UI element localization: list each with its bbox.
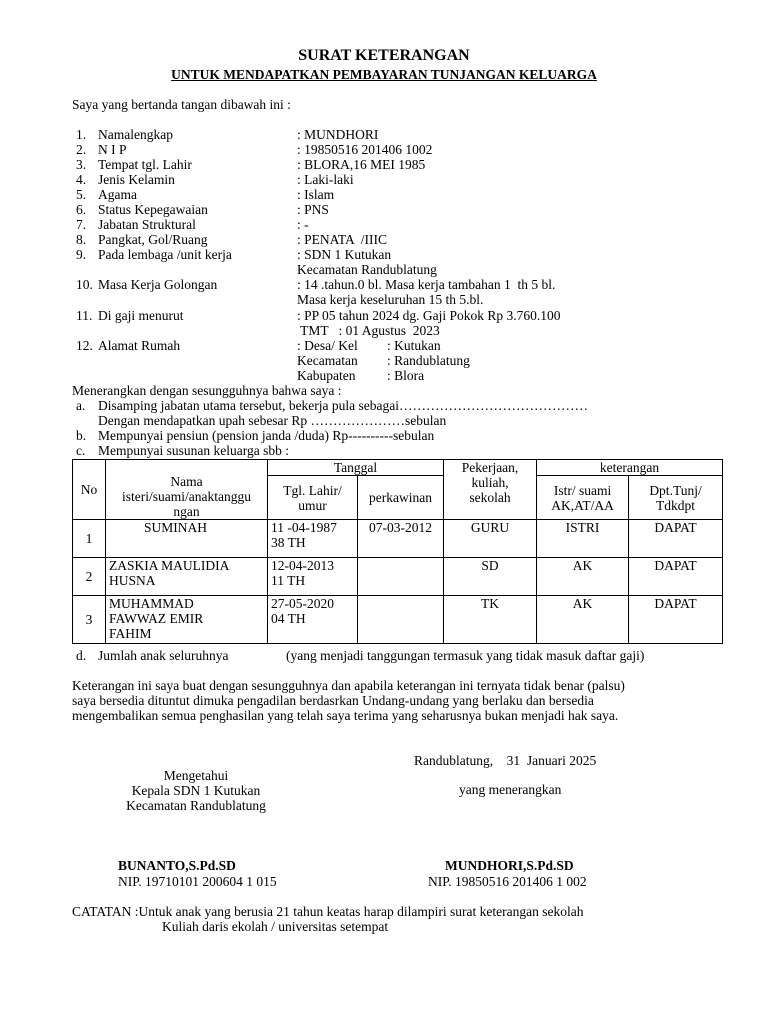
- left-sign-line: Mengetahui: [163, 768, 229, 783]
- field-value-continued: Kecamatan Randublatung: [297, 262, 437, 277]
- field-label: Jabatan Struktural: [98, 217, 196, 232]
- cell-pekerjaan: SD: [444, 558, 537, 596]
- note-line: CATATAN :Untuk anak yang berusia 21 tahun keatas harap dilampiri surat keterangan sekolah: [72, 904, 584, 919]
- right-signer-nip: NIP. 19850516 201406 1 002: [428, 874, 587, 889]
- family-table: [72, 459, 723, 644]
- field-number: 10.: [76, 277, 93, 292]
- cell-tunjangan: DAPAT: [629, 558, 723, 596]
- row-number: 2: [73, 558, 106, 596]
- closing-line: saya bersedia dituntut dimuka pengadilan berdasrkan Undang-undang yang berlaku dan bersedia: [72, 693, 594, 708]
- column-header-istr-suami: Istr/ suami AK,AT/AA: [537, 476, 629, 520]
- table-row: [73, 520, 723, 558]
- field-label: Tempat tgl. Lahir: [98, 157, 192, 172]
- field-number: 1.: [76, 127, 87, 142]
- column-header-pekerjaan: Pekerjaan, kuliah, sekolah: [444, 460, 537, 520]
- item-letter: d.: [76, 648, 87, 663]
- cell-perkawinan: [358, 558, 444, 596]
- field-label: N I P: [98, 142, 127, 157]
- address-value: : Blora: [387, 368, 425, 383]
- field-value: : Laki-laki: [297, 172, 354, 187]
- note-line: Kuliah daris ekolah / universitas setempat: [162, 919, 389, 934]
- field-value: : -: [297, 217, 309, 232]
- left-signer-nip: NIP. 19710101 200604 1 015: [118, 874, 277, 889]
- column-header-keterangan: keterangan: [537, 460, 723, 476]
- cell-status: ISTRI: [537, 520, 629, 558]
- field-number: 8.: [76, 232, 87, 247]
- field-label: Masa Kerja Golongan: [98, 277, 218, 292]
- item-d-note: (yang menjadi tanggungan termasuk yang tidak masuk daftar gaji): [286, 648, 645, 663]
- column-header-no: No: [73, 460, 106, 520]
- intro-text: Saya yang bertanda tangan dibawah ini :: [72, 97, 291, 112]
- field-value-continued: Masa kerja keseluruhan 15 th 5.bl.: [297, 292, 484, 307]
- field-value: : MUNDHORI: [297, 127, 379, 142]
- field-label: Pada lembaga /unit kerja: [98, 247, 232, 262]
- column-header-dpt-tunj: Dpt.Tunj/ Tdkdpt: [629, 476, 723, 520]
- field-number: 11.: [76, 308, 93, 323]
- field-number: 5.: [76, 187, 87, 202]
- left-sign-line: Kepala SDN 1 Kutukan: [131, 783, 261, 798]
- table-row: [73, 596, 723, 644]
- item-c-text: Mempunyai susunan keluarga sbb :: [98, 443, 289, 458]
- declaration-heading: Menerangkan dengan sesungguhnya bahwa saya :: [72, 383, 342, 398]
- field-label: Status Kepegawaian: [98, 202, 208, 217]
- right-signer-name: MUNDHORI,S.Pd.SD: [445, 858, 574, 873]
- table-row: [73, 558, 723, 596]
- cell-tgl-lahir: 27-05-2020 04 TH: [268, 596, 358, 644]
- column-header-perkawinan: perkawinan: [358, 476, 444, 520]
- address-key: : Desa/ Kel: [297, 338, 358, 353]
- cell-tgl-lahir: 11 -04-1987 38 TH: [268, 520, 358, 558]
- left-signer-name: BUNANTO,S.Pd.SD: [118, 858, 236, 873]
- cell-perkawinan: 07-03-2012: [358, 520, 444, 558]
- item-d-label: Jumlah anak seluruhnya: [98, 648, 229, 663]
- field-value: : Islam: [297, 187, 335, 202]
- field-label: Agama: [98, 187, 137, 202]
- field-value: : BLORA,16 MEI 1985: [297, 157, 426, 172]
- field-number: 7.: [76, 217, 87, 232]
- column-header-tanggal: Tanggal: [268, 460, 444, 476]
- cell-tunjangan: DAPAT: [629, 596, 723, 644]
- field-number: 2.: [76, 142, 87, 157]
- field-value: : PNS: [297, 202, 329, 217]
- field-number: 3.: [76, 157, 87, 172]
- item-a-text-continued: Dengan mendapatkan upah sebesar Rp …………………sebulan: [98, 413, 447, 428]
- cell-nama: MUHAMMAD FAWWAZ EMIR FAHIM: [106, 596, 268, 644]
- item-a-text: Disamping jabatan utama tersebut, bekerja pula sebagai……………………………………: [98, 398, 589, 413]
- left-sign-line: Kecamatan Randublatung: [126, 798, 266, 813]
- address-value: : Randublatung: [387, 353, 470, 368]
- cell-nama: SUMINAH: [106, 520, 268, 558]
- document-title: SURAT KETERANGAN: [298, 47, 470, 64]
- field-value: : SDN 1 Kutukan: [297, 247, 392, 262]
- row-number: 3: [73, 596, 106, 644]
- item-letter: b.: [76, 428, 87, 443]
- closing-line: Keterangan ini saya buat dengan sesungguhnya dan apabila keterangan ini ternyata tidak benar (palsu): [72, 678, 625, 693]
- field-value: : 19850516 201406 1002: [297, 142, 433, 157]
- cell-tgl-lahir: 12-04-2013 11 TH: [268, 558, 358, 596]
- item-letter: a.: [76, 398, 86, 413]
- item-b-text: Mempunyai pensiun (pension janda /duda) Rp----------sebulan: [98, 428, 435, 443]
- field-value: : PP 05 tahun 2024 dg. Gaji Pokok Rp 3.760.100: [297, 308, 561, 323]
- cell-pekerjaan: GURU: [444, 520, 537, 558]
- cell-nama: ZASKIA MAULIDIA HUSNA: [106, 558, 268, 596]
- field-label: Alamat Rumah: [98, 338, 181, 353]
- field-number: 12.: [76, 338, 93, 353]
- field-number: 9.: [76, 247, 87, 262]
- item-letter: c.: [76, 443, 86, 458]
- field-number: 6.: [76, 202, 87, 217]
- field-number: 4.: [76, 172, 87, 187]
- address-value: : Kutukan: [387, 338, 441, 353]
- closing-line: mengembalikan semua penghasilan yang telah saya terima yang seharusnya bukan menjadi hak saya.: [72, 708, 619, 723]
- cell-pekerjaan: TK: [444, 596, 537, 644]
- cell-status: AK: [537, 558, 629, 596]
- cell-status: AK: [537, 596, 629, 644]
- column-header-nama: Nama isteri/suami/anaktanggu ngan: [106, 460, 268, 520]
- field-value: : PENATA /IIIC: [297, 232, 388, 247]
- field-label: Pangkat, Gol/Ruang: [98, 232, 208, 247]
- cell-tunjangan: DAPAT: [629, 520, 723, 558]
- place-date: Randublatung, 31 Januari 2025: [414, 753, 597, 768]
- field-label: Di gaji menurut: [98, 308, 184, 323]
- field-label: Namalengkap: [98, 127, 173, 142]
- field-value: : 14 .tahun.0 bl. Masa kerja tambahan 1 th 5 bl.: [297, 277, 556, 292]
- field-value-continued: TMT : 01 Agustus 2023: [297, 323, 440, 338]
- address-key: Kabupaten: [297, 368, 356, 383]
- field-label: Jenis Kelamin: [98, 172, 175, 187]
- document-subtitle: UNTUK MENDAPATKAN PEMBAYARAN TUNJANGAN KELUARGA: [171, 67, 597, 82]
- right-sign-line: yang menerangkan: [459, 782, 562, 797]
- row-number: 1: [73, 520, 106, 558]
- cell-perkawinan: [358, 596, 444, 644]
- column-header-tgl-lahir: Tgl. Lahir/ umur: [268, 476, 358, 520]
- address-key: Kecamatan: [297, 353, 358, 368]
